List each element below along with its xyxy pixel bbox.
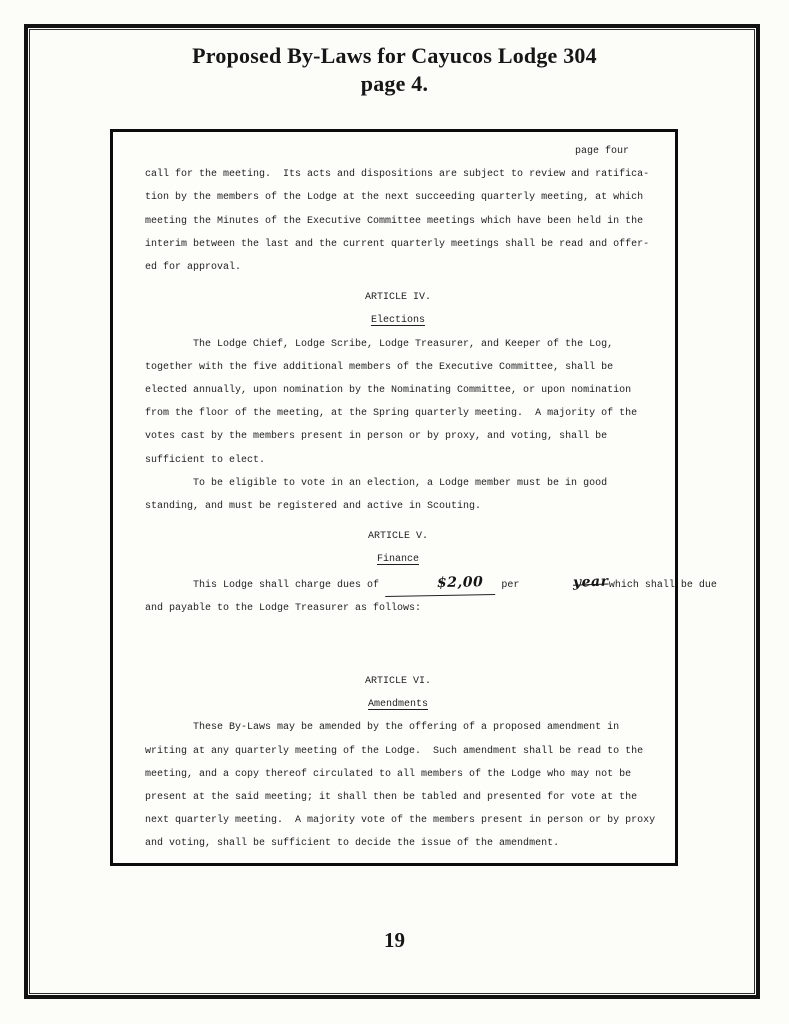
article-4-paragraph-2: [145, 472, 651, 518]
text-line: The Lodge Chief, Lodge Scribe, Lodge Treasurer, and Keeper of the Log,: [193, 338, 614, 350]
document-title: [0, 42, 789, 98]
typewritten-content: [113, 132, 717, 856]
text-line: tion by the members of the Lodge at the next succeeding quarterly meeting, at which: [145, 192, 644, 204]
article-4-subheading: Elections: [370, 315, 425, 327]
sheet-page-label: page four: [574, 146, 629, 157]
text-line: writing at any quarterly meeting of the Lodge. Such amendment shall be read to the: [145, 745, 644, 757]
article-5-heading: ARTICLE V.: [367, 531, 428, 543]
text-line: and voting, shall be sufficient to decide the issue of the amendment.: [145, 838, 560, 850]
scanned-typewritten-sheet: [110, 129, 717, 866]
intro-paragraph: [145, 163, 651, 279]
dues-sentence-pre: This Lodge shall charge dues of: [193, 579, 386, 591]
text-line: These By-Laws may be amended by the offering of a proposed amendment in: [193, 722, 620, 734]
handwritten-dues-period: year: [573, 573, 610, 591]
text-line: votes cast by the members present in person or by proxy, and voting, shall be: [145, 431, 608, 443]
article-6-subheading: Amendments: [367, 699, 428, 711]
text-line: from the floor of the meeting, at the Spring quarterly meeting. A majority of the: [145, 408, 638, 420]
text-line: meeting the Minutes of the Executive Committee meetings which have been held in the: [145, 215, 644, 227]
handwritten-dues-amount: $2,00: [385, 571, 496, 597]
dues-sentence: [145, 572, 717, 597]
text-line: ed for approval.: [145, 262, 242, 274]
text-line: call for the meeting. Its acts and dispositions are subject to review and ratifica-: [145, 169, 650, 181]
dues-sentence-line2: and payable to the Lodge Treasurer as follows:: [145, 602, 422, 614]
article-6-paragraph: [145, 716, 656, 855]
text-line: meeting, and a copy thereof circulated to all members of the Lodge who may not be: [145, 768, 632, 780]
blank-dues-schedule-space: [145, 620, 651, 670]
dues-sentence-post: which shall be due: [608, 579, 717, 591]
book-page-number: 19: [384, 928, 405, 952]
text-line: standing, and must be registered and active in Scouting.: [145, 501, 482, 513]
text-line: To be eligible to vote in an election, a Lodge member must be in good: [193, 477, 608, 489]
text-line: interim between the last and the current quarterly meetings shall be read and offer-: [145, 238, 650, 250]
document-title-line1: Proposed By-Laws for Cayucos Lodge 304: [192, 43, 597, 68]
dues-sentence-mid: per: [495, 579, 526, 591]
text-line: present at the said meeting; it shall then be tabled and presented for vote at the: [145, 792, 638, 804]
text-line: together with the five additional members of the Executive Committee, shall be: [145, 361, 614, 373]
text-line: sufficient to elect.: [145, 454, 266, 466]
article-4-heading: ARTICLE IV.: [364, 292, 431, 304]
article-4-paragraph-1: [145, 333, 651, 472]
text-line: elected annually, upon nomination by the Nominating Committee, or upon nomination: [145, 385, 632, 397]
document-title-line2: page 4.: [360, 71, 429, 96]
article-6-heading: ARTICLE VI.: [364, 676, 431, 688]
article-5-subheading: Finance: [376, 554, 419, 566]
text-line: next quarterly meeting. A majority vote of the members present in person or by proxy: [145, 815, 656, 827]
